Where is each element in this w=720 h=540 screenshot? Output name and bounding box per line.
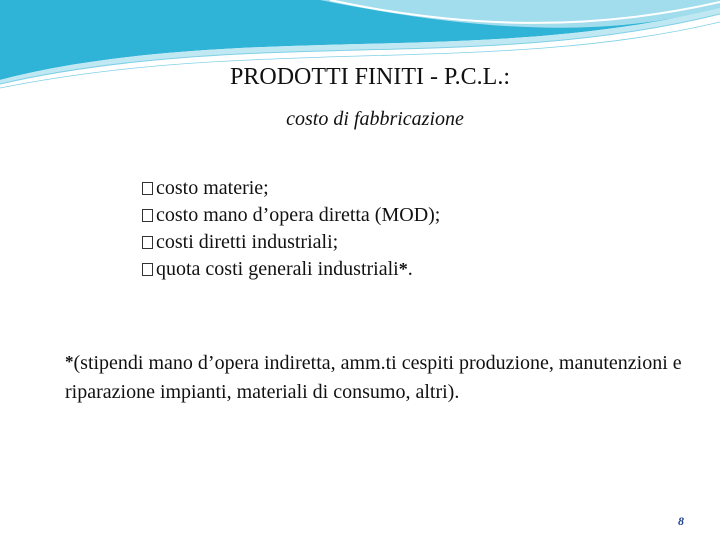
bullet-list xyxy=(142,175,440,283)
bullet-item xyxy=(142,202,440,229)
footnote xyxy=(65,347,715,407)
bullet-text-end: . xyxy=(407,258,413,280)
square-bullet-icon xyxy=(142,182,153,195)
bullet-text: quota costi generali industriali xyxy=(156,258,399,280)
page-number: 8 xyxy=(678,514,684,528)
bullet-item xyxy=(142,229,440,256)
square-bullet-icon xyxy=(142,236,153,249)
bullet-text: costo materie; xyxy=(156,177,269,199)
bullet-item xyxy=(142,175,440,202)
slide-title: PRODOTTI FINITI - P.C.L.: xyxy=(230,64,510,90)
bullet-item xyxy=(142,256,440,283)
footnote-mark: * xyxy=(398,259,408,279)
square-bullet-icon xyxy=(142,209,153,222)
slide-subtitle: costo di fabbricazione xyxy=(286,108,464,130)
footnote-text: (stipendi mano d’opera indiretta, amm.ti cespiti produzione, manutenzioni e riparazione impianti, materiali di consumo, altri). xyxy=(65,352,682,403)
bullet-text: costo mano d’opera diretta (MOD); xyxy=(156,204,441,226)
square-bullet-icon xyxy=(142,263,153,276)
bullet-text: costi diretti industriali; xyxy=(156,231,339,253)
footnote-mark: * xyxy=(65,352,74,371)
